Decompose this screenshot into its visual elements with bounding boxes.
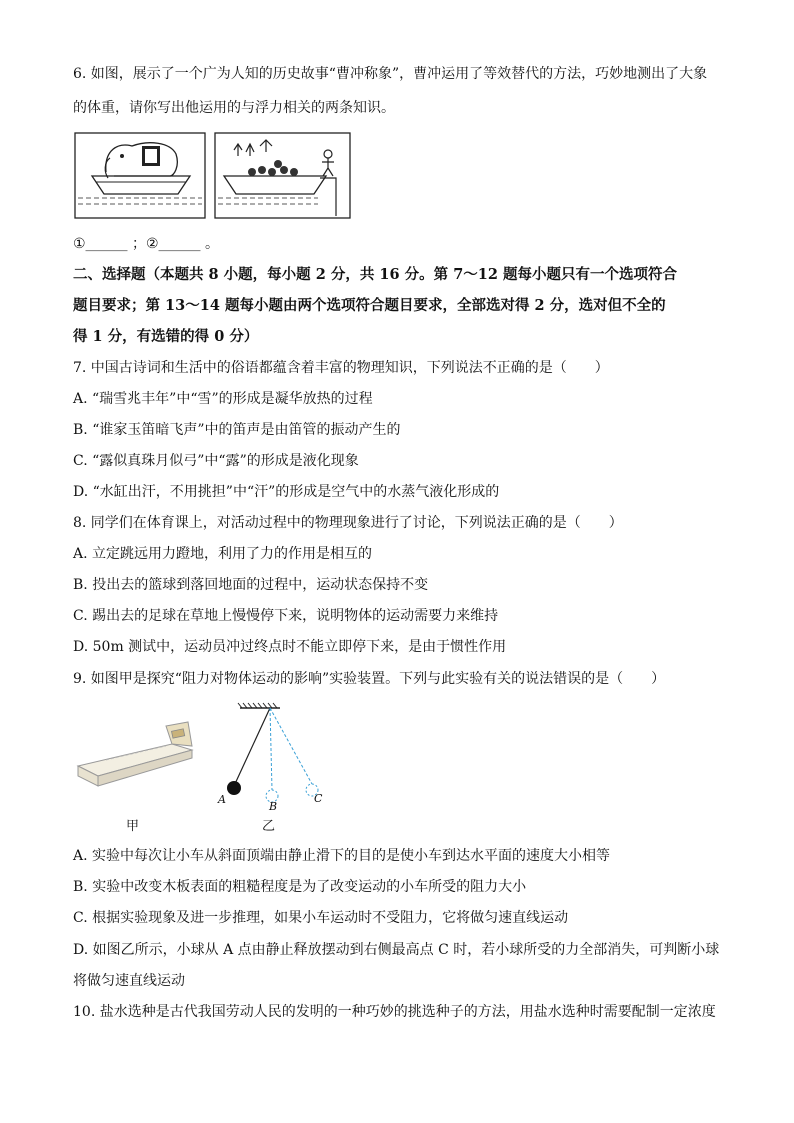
- q6-stem-line2: 的体重，请你写出他运用的与浮力相关的两条知识。: [73, 100, 395, 116]
- figure-label-jia: 甲: [126, 819, 140, 834]
- q9-option-c: C. 根据实验现象及进一步推理，如果小车运动时不受阻力，它将做匀速直线运动: [73, 910, 569, 926]
- q9-option-d-line2: 将做匀速直线运动: [73, 973, 185, 989]
- q9-stem: 9. 如图甲是探究“阻力对物体运动的影响”实验装置。下列与此实验有关的说法错误的是（ ）: [73, 671, 666, 687]
- point-label-a: A: [218, 793, 226, 806]
- cao-chong-elephant-figure: [74, 132, 352, 220]
- q7-option-c: C. “露似真珠月似弓”中“露”的形成是液化现象: [73, 453, 359, 469]
- q7-option-d: D. “水缸出汗，不用挑担”中“汗”的形成是空气中的水蒸气液化形成的: [73, 484, 500, 500]
- figure-label-yi: 乙: [262, 819, 276, 834]
- q7-stem: 7. 中国古诗词和生活中的俗语都蕴含着丰富的物理知识，下列说法不正确的是（ ）: [73, 360, 609, 376]
- q10-stem: 10. 盐水选种是古代我国劳动人民的发明的一种巧妙的挑选种子的方法，用盐水选种时需要配制一定浓度: [73, 1004, 716, 1020]
- q8-option-d: D. 50m 测试中，运动员冲过终点时不能立即停下来，是由于惯性作用: [73, 639, 507, 655]
- q8-option-b: B. 投出去的篮球到落回地面的过程中，运动状态保持不变: [73, 577, 429, 593]
- q6-answer-blanks: ①______ ；②______ 。: [73, 236, 220, 252]
- section2-heading-line1: 二、选择题（本题共 8 小题，每小题 2 分，共 16 分。第 7～12 题每小题只有一个选项符合: [73, 266, 678, 283]
- q9-option-d-line1: D. 如图乙所示，小球从 A 点由静止释放摆动到右侧最高点 C 时，若小球所受的力全部消失，可判断小球: [73, 942, 720, 958]
- q7-option-a: A. “瑞雪兆丰年”中“雪”的形成是凝华放热的过程: [73, 391, 373, 407]
- point-label-b: B: [269, 800, 278, 813]
- q9-option-b: B. 实验中改变木板表面的粗糙程度是为了改变运动的小车所受的阻力大小: [73, 879, 527, 895]
- q8-option-c: C. 踢出去的足球在草地上慢慢停下来，说明物体的运动需要力来维持: [73, 608, 499, 624]
- point-label-c: C: [314, 792, 323, 805]
- q6-stem-line1: 6. 如图，展示了一个广为人知的历史故事“曹冲称象”，曹冲运用了等效替代的方法，巧妙地测出了大象: [73, 66, 708, 82]
- q8-stem: 8. 同学们在体育课上，对活动过程中的物理现象进行了讨论，下列说法正确的是（ ）: [73, 515, 623, 531]
- incline-cart-figure: [76, 716, 196, 798]
- q7-option-b: B. “谁家玉笛暗飞声”中的笛声是由笛管的振动产生的: [73, 422, 401, 438]
- section2-heading-line3: 得 1 分，有选错的得 0 分）: [73, 328, 259, 345]
- q8-option-a: A. 立定跳远用力蹬地，利用了力的作用是相互的: [73, 546, 373, 562]
- section2-heading-line2: 题目要求；第 13～14 题每小题由两个选项符合题目要求，全部选对得 2 分，选对但不全的: [73, 297, 666, 314]
- q9-option-a: A. 实验中每次让小车从斜面顶端由静止滑下的目的是使小车到达水平面的速度大小相等: [73, 848, 611, 864]
